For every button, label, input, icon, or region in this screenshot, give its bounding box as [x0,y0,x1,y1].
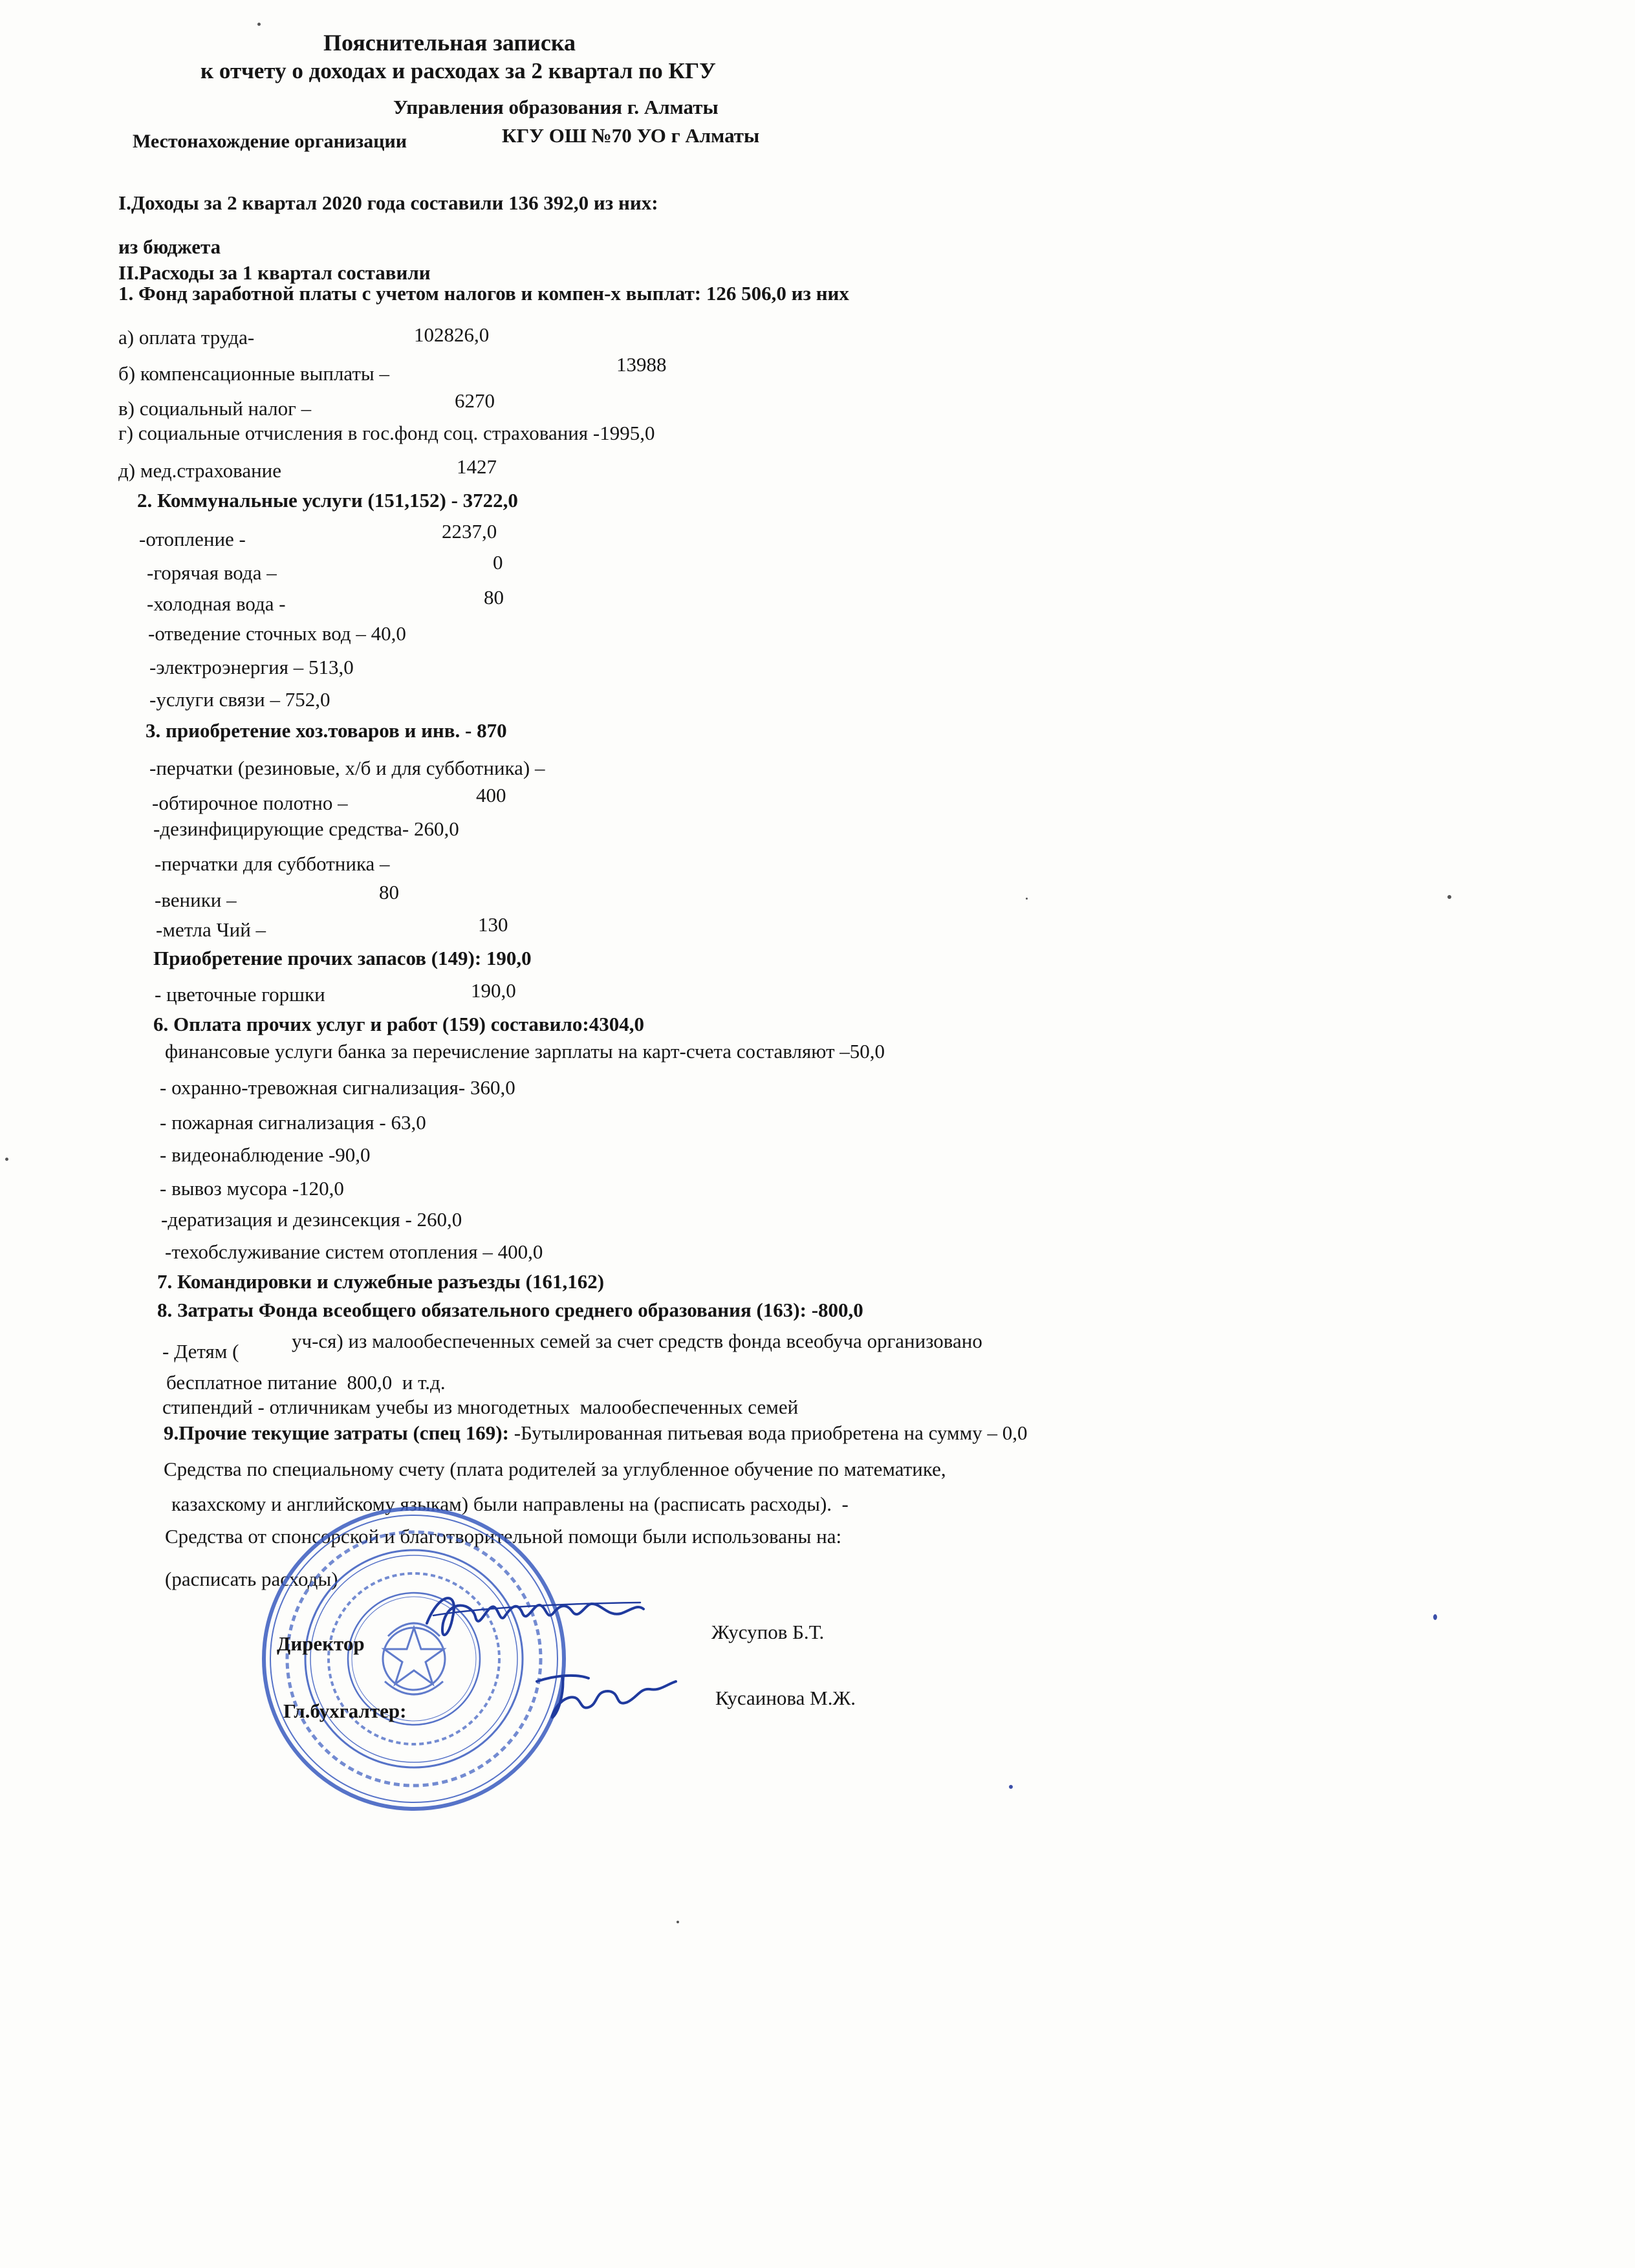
section8-title: 8. Затраты Фонда всеобщего обязательного среднего образования (163): -800,0 [157,1299,863,1321]
section1-item-value: 6270 [455,389,495,412]
section6-item: - вывоз мусора -120,0 [160,1177,344,1200]
section6-item: - охранно-тревожная сигнализация- 360,0 [160,1076,515,1099]
section3-title: 3. приобретение хоз.товаров и инв. - 870 [146,719,507,742]
special-account-line1: Средства по специальному счету (плата родителей за углубленное обучение по математике, [164,1458,946,1480]
section3-item-label: -перчатки для субботника – [155,852,390,875]
section8-line2: бесплатное питание 800,0 и т.д. [166,1371,446,1394]
other-supplies-item-label: - цветочные горшки [155,983,325,1006]
section8-line1b: уч-ся) из малообеспеченных семей за счет средств фонда всеобуча организовано [292,1330,982,1352]
section6-item: -техобслуживание систем отопления – 400,0 [165,1240,543,1263]
section2-item-label: -холодная вода - [147,592,286,615]
organization-name: КГУ ОШ №70 УО г Алматы [502,124,760,147]
department-name: Управления образования г. Алматы [393,96,719,118]
section3-item-label: -веники – [155,889,237,911]
other-supplies-item-value: 190,0 [471,979,516,1002]
scan-speck [1009,1785,1013,1789]
accountant-label: Гл.бухгалтер: [283,1700,407,1722]
section2-item-value: 80 [484,586,504,609]
location-label: Местонахождение организации [133,131,407,152]
income-line: I.Доходы за 2 квартал 2020 года составили 136 392,0 из них: [118,191,658,214]
section6-title: 6. Оплата прочих услуг и работ (159) составило:4304,0 [153,1013,644,1035]
section9-line [164,1423,1028,1443]
section3-item-label: -метла Чий – [156,918,266,941]
section6-item: -дератизация и дезинсекция - 260,0 [161,1208,462,1231]
section2-item-label: -горячая вода – [147,561,277,584]
section6-item: - видеонаблюдение -90,0 [160,1143,371,1166]
section2-item-label: -электроэнергия – 513,0 [149,656,354,678]
section3-item-value: 400 [476,784,506,806]
section2-item-label: -отведение сточных вод – 40,0 [148,622,406,645]
section2-item-value: 2237,0 [442,520,497,543]
section1-item-label: в) социальный налог – [118,397,312,420]
section3-item-value: 130 [478,913,508,936]
scan-speck [1433,1614,1437,1620]
sponsorship-line2: (расписать расходы) [165,1568,338,1590]
section3-item-label: -перчатки (резиновые, х/б и для субботника) – [149,757,545,779]
section6-item: финансовые услуги банка за перечисление зарплаты на карт-счета составляют –50,0 [165,1040,885,1063]
section8-line3: стипендий - отличникам учебы из многодетных малообеспеченных семей [162,1396,799,1418]
section9-text: -Бутылированная питьевая вода приобретена на сумму – 0,0 [508,1421,1028,1444]
sponsorship-line1: Средства от спонсорской и благотворительной помощи были использованы на: [165,1525,842,1548]
accountant-name: Кусаинова М.Ж. [715,1687,856,1709]
section2-title: 2. Коммунальные услуги (151,152) - 3722,0 [137,489,518,512]
scan-speck [5,1158,8,1161]
director-signature [414,1578,653,1656]
section3-item-label: -дезинфицирующие средства- 260,0 [153,817,459,840]
document-title: Пояснительная записка [323,30,576,56]
section2-item-value: 0 [493,551,503,574]
scan-speck [677,1921,679,1923]
section1-item-value: 1427 [457,455,497,478]
document-subtitle: к отчету о доходах и расходах за 2 квартал по КГУ [200,58,716,83]
income-source: из бюджета [118,235,221,258]
section9-title: 9.Прочие текущие затраты (спец 169): [164,1421,509,1444]
section1-item-value: 13988 [616,353,667,376]
special-account-line2: казахскому и английскому языкам) были направлены на (расписать расходы). - [171,1493,849,1515]
director-label: Директор [277,1632,365,1655]
section1-item-label: б) компенсационные выплаты – [118,362,389,385]
section8-line1a: - Детям ( [162,1340,239,1363]
section2-item-label: -отопление - [139,528,246,550]
accountant-signature [517,1656,686,1727]
section3-item-label: -обтирочное полотно – [152,792,348,814]
section1-item-label: г) социальные отчисления в гос.фонд соц. страхования -1995,0 [118,422,655,444]
section1-title: 1. Фонд заработной платы с учетом налогов и компен-х выплат: 126 506,0 из них [118,282,849,305]
section1-item-label: а) оплата труда- [118,326,255,349]
section2-item-label: -услуги связи – 752,0 [149,688,330,711]
section1-item-value: 102826,0 [414,323,490,346]
section6-item: - пожарная сигнализация - 63,0 [160,1111,426,1134]
scan-speck [257,23,261,26]
expenses-heading: II.Расходы за 1 квартал составили [118,261,431,284]
other-supplies-title: Приобретение прочих запасов (149): 190,0 [153,947,532,969]
director-name: Жусупов Б.Т. [711,1621,825,1643]
section3-item-value: 80 [379,881,399,903]
scan-speck [1447,895,1451,899]
section1-item-label: д) мед.страхование [118,459,282,482]
scan-speck [1026,898,1028,900]
section7-title: 7. Командировки и служебные разъезды (161,162) [157,1270,605,1293]
